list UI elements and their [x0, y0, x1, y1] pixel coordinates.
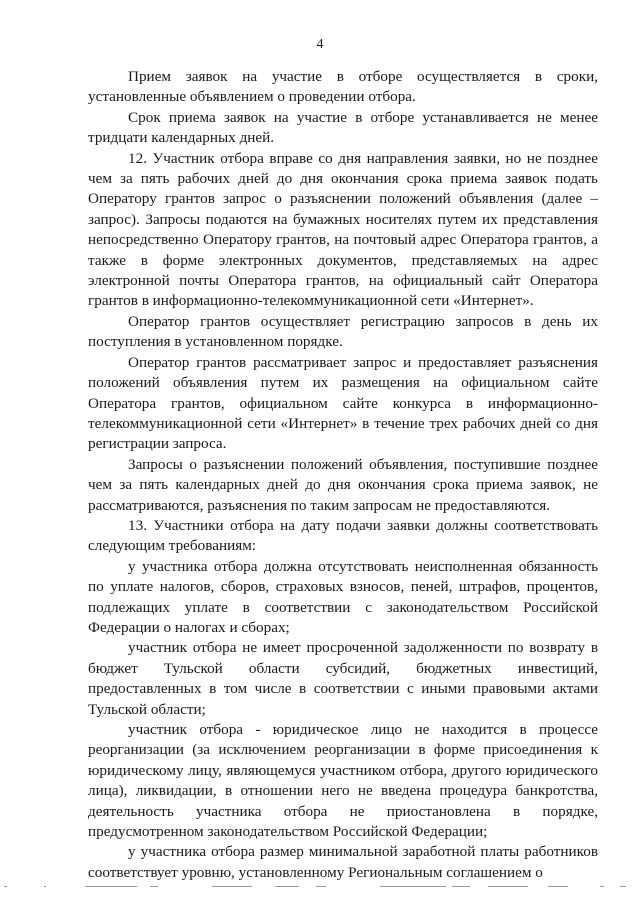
paragraph-clarification-publication: Оператор грантов рассматривает запрос и предоставляет разъяснения положений объявления путем их размещения на официальном сайте Оператора грантов, официальном сайте конкурса в информационно-телекоммуникационной сети «Интернет» в течение трех рабочих дней со дня регистрации запроса.	[88, 353, 598, 453]
requirement-no-tax-debt: у участника отбора должна отсутствовать неисполненная обязанность по уплате налогов, сборов, страховых взносов, пеней, штрафов, процентов, подлежащих уплате в соответствии с законодательством Российской Федерации о налогах и сборах;	[88, 557, 598, 636]
paragraph-late-requests: Запросы о разъяснении положений объявления, поступившие позднее чем за пять календарных дней до дня окончания срока приема заявок, не рассматриваются, разъяснения по таким запросам не предоставляются.	[88, 455, 598, 514]
paragraph-request-registration: Оператор грантов осуществляет регистрацию запросов в день их поступления в установленном порядке.	[88, 312, 598, 351]
requirement-no-overdue-debt: участник отбора не имеет просроченной задолженности по возврату в бюджет Тульской области субсидий, бюджетных инвестиций, предоставленных в том числе в соответствии с иными правовыми актами Тульской области;	[88, 639, 598, 718]
paragraph-application-acceptance: Прием заявок на участие в отборе осуществляется в сроки, установленные объявлением о проведении отбора.	[88, 68, 598, 106]
paragraph-acceptance-period: Срок приема заявок на участие в отборе устанавливается не менее тридцати календарных дней.	[88, 108, 598, 147]
page-number: 4	[316, 37, 324, 52]
requirement-minimum-wage: у участника отбора размер минимальной заработной платы работников соответствует уровню, установленному Региональным соглашением о	[88, 843, 598, 881]
scan-artifact-line	[0, 884, 640, 890]
document-body	[88, 67, 598, 883]
paragraph-item-12-clarification-request: 12. Участник отбора вправе со дня направления заявки, но не позднее чем за пять рабочих дней до дня окончания срока приема заявок подать Оператору грантов запрос о разъяснении положений объявления (далее – запрос). Запросы подаются на бумажных носителях путем их представления непосредственно Оператору грантов, на почтовый адрес Оператора грантов, а также в форме электронных документов, представляемых на адрес электронной почты Оператора грантов, на официальный сайт Оператора грантов в информационно-телекоммуникационной сети «Интернет».	[88, 149, 598, 310]
paragraph-item-13-requirements: 13. Участники отбора на дату подачи заявки должны соответствовать следующим требованиям:	[88, 516, 598, 555]
requirement-no-reorganization: участник отбора - юридическое лицо не находится в процессе реорганизации (за исключением реорганизации в форме присоединения к юридическому лицу, являющемуся участником отбора, другого юридического лица), ликвидации, в отношении него не введена процедура банкротства, деятельность участника отбора не приостановлена в порядке, предусмотренном законодательством Российской Федерации;	[88, 721, 598, 841]
